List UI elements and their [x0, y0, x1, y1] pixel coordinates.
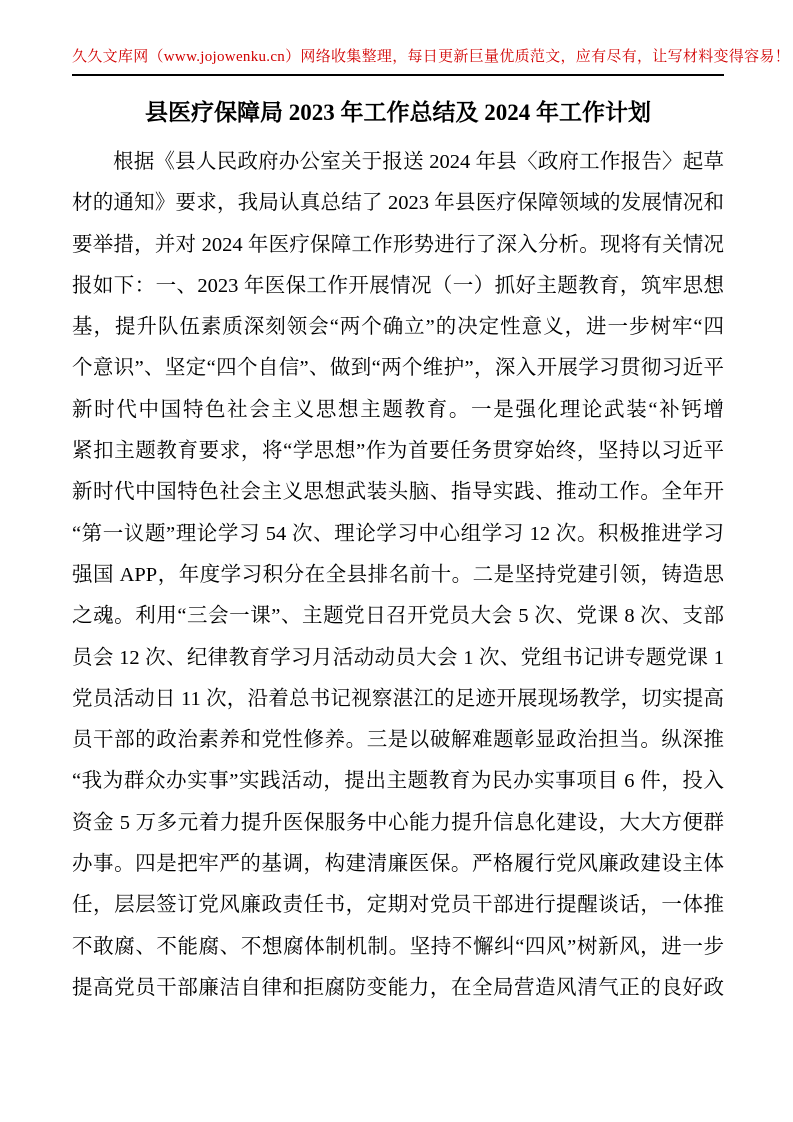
- body-line: 基，提升队伍素质深刻领会“两个确立”的决定性意义，进一步树牢“四: [72, 316, 724, 339]
- body-line: 材的通知》要求，我局认真总结了 2023 年县医疗保障领域的发展情况和: [72, 192, 724, 215]
- body-line: 提高党员干部廉洁自律和拒腐防变能力，在全局营造风清气正的良好政: [72, 976, 724, 999]
- body-line: 新时代中国特色社会主义思想武装头脑、指导实践、推动工作。全年开: [72, 481, 724, 504]
- body-line: “我为群众办实事”实践活动，提出主题教育为民办实事项目 6 件，投入: [72, 770, 724, 793]
- body-line: 根据《县人民政府办公室关于报送 2024 年县〈政府工作报告〉起草: [113, 151, 724, 173]
- body-line: 不敢腐、不能腐、不想腐体制机制。坚持不懈纠“四风”树新风，进一步: [72, 935, 724, 958]
- body-line: 新时代中国特色社会主义思想主题教育。一是强化理论武装“补钙增: [72, 398, 724, 421]
- body-line: 紧扣主题教育要求，将“学思想”作为首要任务贯穿始终，坚持以习近平: [72, 440, 724, 463]
- body-line: 之魂。利用“三会一课”、主题党日召开党员大会 5 次、党课 8 次、支部: [72, 605, 724, 628]
- header-watermark-text: 久久文库网（www.jojowenku.cn）网络收集整理，每日更新巨量优质范文，应有尽有，让写材料变得容易！: [72, 49, 791, 65]
- header-rule: [72, 74, 724, 76]
- body-line: 个意识”、坚定“四个自信”、做到“两个维护”，深入开展学习贯彻习近平: [72, 357, 724, 380]
- body-line: “第一议题”理论学习 54 次、理论学习中心组学习 12 次。积极推进学习: [72, 522, 724, 545]
- body-line: 资金 5 万多元着力提升医保服务中心能力提升信息化建设，大大方便群: [72, 811, 724, 834]
- body-line: 强国 APP，年度学习积分在全县排名前十。二是坚持党建引领，铸造思: [72, 563, 724, 586]
- document-header: [72, 45, 791, 76]
- document-body: [72, 142, 724, 1009]
- body-line: 要举措，并对 2024 年医疗保障工作形势进行了深入分析。现将有关情况: [72, 233, 724, 256]
- body-line: 员干部的政治素养和党性修养。三是以破解难题彰显政治担当。纵深推: [72, 729, 724, 752]
- document-title: 县医疗保障局 2023 年工作总结及 2024 年工作计划: [145, 100, 651, 125]
- body-line: 报如下：一、2023 年医保工作开展情况（一）抓好主题教育，筑牢思想: [72, 274, 724, 297]
- body-line: 员会 12 次、纪律教育学习月活动动员大会 1 次、党组书记讲专题党课 1: [72, 646, 724, 669]
- body-line: 党员活动日 11 次，沿着总书记视察湛江的足迹开展现场教学，切实提高: [72, 687, 724, 710]
- body-line: 办事。四是把牢严的基调，构建清廉医保。严格履行党风廉政建设主体: [72, 853, 724, 876]
- body-line: 任，层层签订党风廉政责任书，定期对党员干部进行提醒谈话，一体推: [72, 894, 724, 917]
